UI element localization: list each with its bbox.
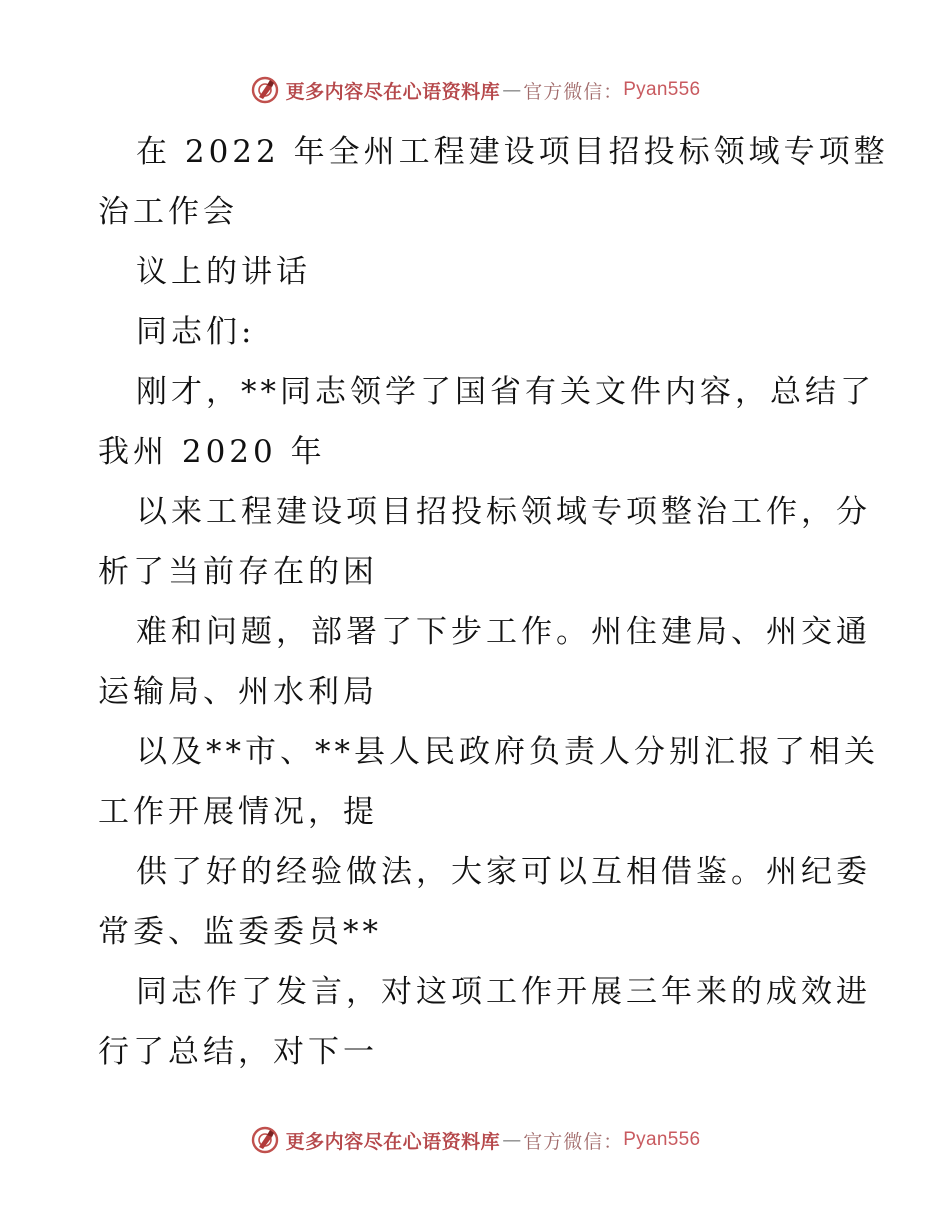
banner-text: 更多内容尽在心语资料库 <box>285 1130 501 1153</box>
banner-contact-label: 官方微信： <box>523 80 624 103</box>
footer-banner <box>0 1120 950 1160</box>
header-banner <box>0 70 950 110</box>
text-line: 常委、监委委员** <box>98 914 382 950</box>
text-line: 难和问题，部署了下步工作。州住建局、州交通 <box>136 614 871 650</box>
banner-text: 更多内容尽在心语资料库 <box>285 80 501 103</box>
text-line: 析了当前存在的困 <box>98 554 378 590</box>
banner-contact-id: Pyan556 <box>623 1129 701 1150</box>
text-line: 议上的讲话 <box>136 254 311 290</box>
text-line: 以及**市、**县人民政府负责人分别汇报了相关 <box>136 734 879 770</box>
pen-nib-logo-icon <box>250 75 280 105</box>
text-line: 以来工程建设项目招投标领域专项整治工作，分 <box>136 494 871 530</box>
banner-dash: — <box>502 1129 522 1151</box>
banner-dash: — <box>502 79 522 101</box>
text-line: 供了好的经验做法，大家可以互相借鉴。州纪委 <box>136 854 871 890</box>
text-line: 刚才，**同志领学了国省有关文件内容，总结了 <box>136 374 875 410</box>
pen-nib-logo-icon <box>250 1125 280 1155</box>
text-line: 在 2022 年全州工程建设项目招投标领域专项整 <box>136 134 889 170</box>
document-body <box>98 122 889 1082</box>
banner-contact-id: Pyan556 <box>623 79 701 100</box>
banner-contact-label: 官方微信： <box>523 1130 624 1153</box>
text-line: 我州 2020 年 <box>98 434 326 470</box>
text-line: 治工作会 <box>98 194 238 230</box>
text-line: 同志作了发言，对这项工作开展三年来的成效进 <box>136 974 871 1010</box>
text-line: 工作开展情况，提 <box>98 794 378 830</box>
text-line: 运输局、州水利局 <box>98 674 378 710</box>
text-line: 行了总结，对下一 <box>98 1034 378 1070</box>
salutation: 同志们: <box>136 314 256 350</box>
